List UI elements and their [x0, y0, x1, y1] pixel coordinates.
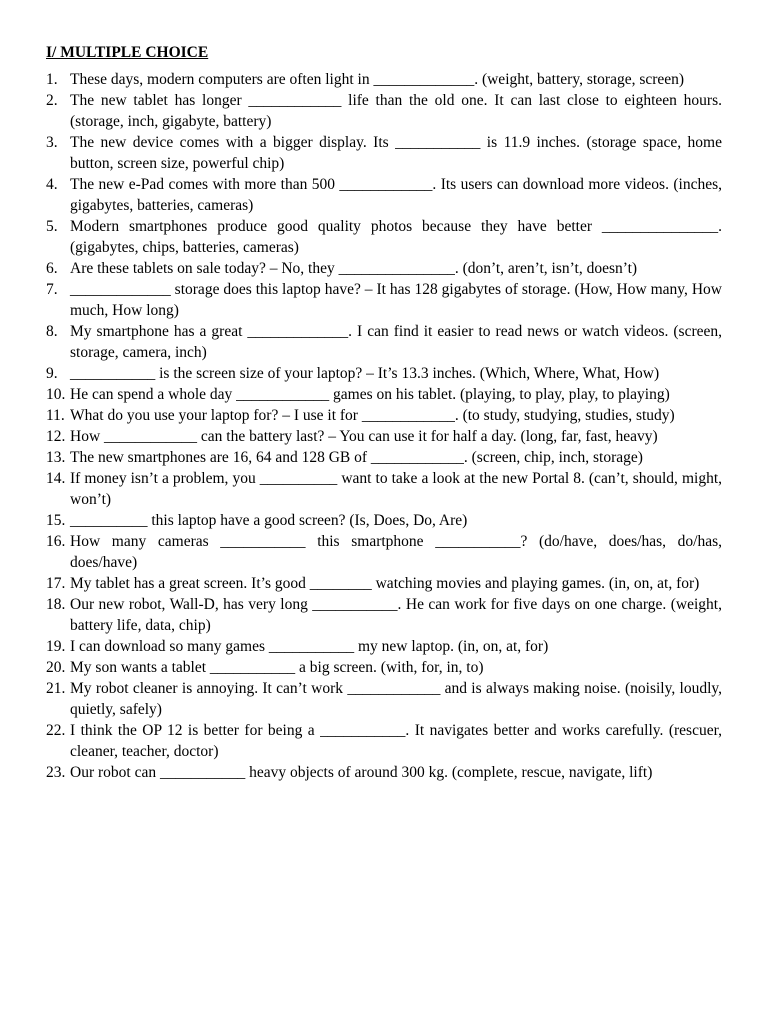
- question-item: [46, 258, 722, 279]
- question-item: [46, 405, 722, 426]
- question-number: 7.: [46, 281, 58, 298]
- question-text: The new tablet has longer ____________ life than the old one. It can last close to eighteen hours. (storage, inch, gigabyte, battery): [70, 92, 722, 130]
- question-number: 15.: [46, 512, 66, 529]
- question-number: 4.: [46, 176, 58, 193]
- question-text: What do you use your laptop for? – I use it for ____________. (to study, studying, studies, study): [70, 407, 675, 424]
- question-text: _____________ storage does this laptop have? – It has 128 gigabytes of storage. (How, How many, How much, How long): [70, 281, 722, 319]
- question-number: 3.: [46, 134, 58, 151]
- question-item: [46, 321, 722, 363]
- question-item: [46, 279, 722, 321]
- question-item: [46, 174, 722, 216]
- question-number: 8.: [46, 323, 58, 340]
- question-item: [46, 594, 722, 636]
- question-number: 6.: [46, 260, 58, 277]
- question-item: [46, 468, 722, 510]
- question-number: 21.: [46, 680, 66, 697]
- question-text: The new device comes with a bigger display. Its ___________ is 11.9 inches. (storage space, home button, screen size, powerful chip): [70, 134, 722, 172]
- question-number: 2.: [46, 92, 58, 109]
- question-text: My smartphone has a great _____________. I can find it easier to read news or watch videos. (screen, storage, camera, inch): [70, 323, 722, 361]
- question-item: [46, 720, 722, 762]
- question-number: 14.: [46, 470, 66, 487]
- question-item: [46, 678, 722, 720]
- question-number: 19.: [46, 638, 66, 655]
- question-item: [46, 363, 722, 384]
- question-item: [46, 510, 722, 531]
- question-number: 23.: [46, 764, 66, 781]
- section-heading: I/ MULTIPLE CHOICE: [46, 44, 209, 61]
- question-text: Are these tablets on sale today? – No, they _______________. (don’t, aren’t, isn’t, doesn’t): [70, 260, 638, 277]
- question-list: [46, 69, 722, 783]
- question-item: [46, 447, 722, 468]
- question-text: The new smartphones are 16, 64 and 128 GB of ____________. (screen, chip, inch, storage): [70, 449, 643, 466]
- question-text: The new e-Pad comes with more than 500 ____________. Its users can download more videos. (inches, gigabytes, batteries, cameras): [70, 176, 722, 214]
- question-item: [46, 657, 722, 678]
- question-text: My tablet has a great screen. It’s good ________ watching movies and playing games. (in, on, at, for): [70, 575, 700, 592]
- question-item: [46, 90, 722, 132]
- question-text: I can download so many games ___________ my new laptop. (in, on, at, for): [70, 638, 549, 655]
- question-text: Modern smartphones produce good quality photos because they have better _______________. (gigabytes, chips, batteries, cameras): [70, 218, 722, 256]
- question-text: My son wants a tablet ___________ a big screen. (with, for, in, to): [70, 659, 484, 676]
- question-item: [46, 426, 722, 447]
- question-number: 22.: [46, 722, 66, 739]
- question-text: How ____________ can the battery last? – You can use it for half a day. (long, far, fast, heavy): [70, 428, 658, 445]
- question-text: How many cameras ___________ this smartphone ___________? (do/have, does/has, do/has, does/have): [70, 533, 722, 571]
- question-number: 5.: [46, 218, 58, 235]
- question-text: These days, modern computers are often light in _____________. (weight, battery, storage, screen): [70, 71, 685, 88]
- question-text: I think the OP 12 is better for being a ___________. It navigates better and works carefully. (rescuer, cleaner, teacher, doctor): [70, 722, 722, 760]
- question-number: 20.: [46, 659, 66, 676]
- question-text: ___________ is the screen size of your laptop? – It’s 13.3 inches. (Which, Where, What, How): [70, 365, 660, 382]
- question-item: [46, 762, 722, 783]
- question-number: 13.: [46, 449, 66, 466]
- question-number: 16.: [46, 533, 66, 550]
- question-item: [46, 384, 722, 405]
- question-number: 18.: [46, 596, 66, 613]
- question-number: 1.: [46, 71, 58, 88]
- question-item: [46, 216, 722, 258]
- question-text: Our new robot, Wall-D, has very long ___________. He can work for five days on one charge. (weight, battery life, data, chip): [70, 596, 722, 634]
- question-number: 11.: [46, 407, 65, 424]
- question-text: If money isn’t a problem, you __________ want to take a look at the new Portal 8. (can’t, should, might, won’t): [70, 470, 722, 508]
- question-item: [46, 636, 722, 657]
- question-number: 17.: [46, 575, 66, 592]
- question-text: __________ this laptop have a good screen? (Is, Does, Do, Are): [70, 512, 468, 529]
- question-text: He can spend a whole day ____________ games on his tablet. (playing, to play, play, to playing): [70, 386, 670, 403]
- question-text: Our robot can ___________ heavy objects of around 300 kg. (complete, rescue, navigate, lift): [70, 764, 653, 781]
- question-item: [46, 573, 722, 594]
- question-item: [46, 531, 722, 573]
- question-item: [46, 69, 722, 90]
- question-item: [46, 132, 722, 174]
- question-number: 12.: [46, 428, 66, 445]
- question-text: My robot cleaner is annoying. It can’t work ____________ and is always making noise. (noisily, loudly, quietly, safely): [70, 680, 722, 718]
- question-number: 10.: [46, 386, 66, 403]
- question-number: 9.: [46, 365, 58, 382]
